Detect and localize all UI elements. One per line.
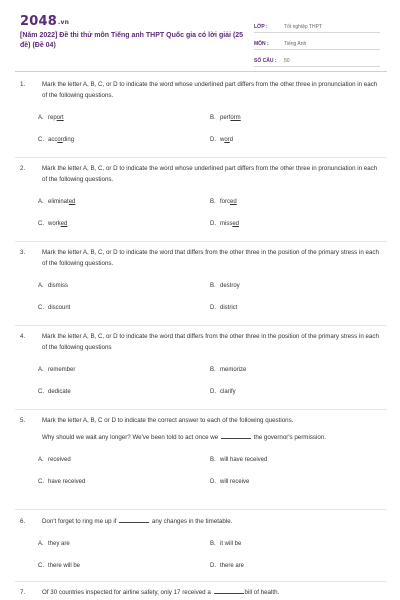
option-letter: D.	[210, 221, 216, 227]
meta-value: Tốt nghiệp THPT	[284, 24, 322, 30]
option-text: will receive	[220, 479, 250, 485]
option-letter: C.	[38, 305, 44, 311]
option-a[interactable]	[38, 539, 70, 550]
answer-options	[20, 357, 380, 401]
meta-value: Tiếng Anh	[284, 41, 307, 47]
option-a[interactable]	[38, 281, 68, 292]
question-1	[20, 79, 380, 149]
option-text: it will be	[220, 541, 242, 547]
option-d[interactable]	[210, 477, 249, 488]
option-c[interactable]	[38, 387, 71, 398]
option-c[interactable]	[38, 303, 70, 314]
meta-class	[254, 16, 380, 33]
option-text: work	[48, 221, 61, 227]
option-letter: A.	[38, 199, 44, 205]
question-number: 5.	[20, 417, 26, 424]
option-letter: C.	[38, 563, 44, 569]
option-b[interactable]	[210, 365, 246, 376]
question-divider	[15, 325, 387, 326]
document-header	[0, 0, 400, 72]
question-stem: Mark the letter A, B, C, or D to indicate the word that differs from the other three in the position of the primary stress in each of the following questions	[42, 333, 379, 351]
sentence-end: any changes in the timetable.	[151, 518, 233, 525]
question-2	[20, 163, 380, 233]
option-c[interactable]	[38, 219, 67, 230]
question-stem: Mark the letter A, B, C, or D to indicate the word whose underlined part differs from the other three in pronunciation in each of the following questions.	[42, 165, 378, 183]
underlined-part: ed	[230, 199, 237, 205]
logo-suffix: .vn	[57, 19, 70, 26]
option-text: received	[48, 457, 71, 463]
question-number: 6.	[20, 518, 26, 525]
option-letter: D.	[210, 479, 216, 485]
option-letter: C.	[38, 137, 44, 143]
question-stem: Mark the letter A, B, C or D to indicate the correct answer to each of the following questions.	[42, 417, 294, 424]
option-text: district	[220, 305, 238, 311]
meta-key: MÔN :	[254, 41, 269, 47]
option-letter: A.	[38, 115, 44, 121]
logo-text: 2048	[20, 14, 57, 29]
option-letter: A.	[38, 283, 44, 289]
underlined-part: or	[57, 137, 63, 143]
question-number: 3.	[20, 249, 26, 256]
question-number: 7.	[20, 589, 26, 596]
question-sentence	[42, 432, 380, 443]
question-4	[20, 331, 380, 401]
option-d[interactable]	[210, 135, 233, 146]
option-d[interactable]	[210, 561, 244, 572]
answer-options	[20, 447, 380, 491]
option-letter: A.	[38, 367, 44, 373]
option-letter: A.	[38, 541, 44, 547]
option-text: dedicate	[48, 389, 71, 395]
option-b[interactable]	[210, 113, 241, 124]
option-letter: B.	[210, 457, 216, 463]
sentence-end: bill of health.	[244, 589, 280, 596]
option-text: memorize	[220, 367, 247, 373]
option-text: clarify	[220, 389, 236, 395]
option-c[interactable]	[38, 561, 80, 572]
option-c[interactable]	[38, 135, 74, 146]
sentence-end: the governor's permission.	[253, 434, 326, 441]
header-separator	[15, 71, 387, 72]
document-title: [Năm 2022] Đề thi thử môn Tiếng anh THPT Quốc gia có lời giải (25 đề) (Đề 04)	[20, 32, 244, 49]
underlined-part: or	[224, 137, 230, 143]
option-text: have received	[48, 479, 86, 485]
site-logo[interactable]	[20, 14, 69, 29]
option-letter: D.	[210, 389, 216, 395]
question-divider	[15, 157, 387, 158]
option-letter: C.	[38, 221, 44, 227]
meta-key: LỚP :	[254, 24, 268, 30]
option-text: forc	[220, 199, 231, 205]
underlined-part: ed	[68, 199, 76, 205]
sentence-start: Why should we wait any longer? We've been told to act once we	[42, 434, 219, 441]
underlined-part: orm	[230, 115, 241, 121]
question-3	[20, 247, 380, 317]
option-letter: B.	[210, 367, 216, 373]
option-text: they are	[48, 541, 70, 547]
answer-options	[20, 189, 380, 233]
question-divider	[15, 509, 387, 510]
option-letter: B.	[210, 115, 216, 121]
option-text: remember	[48, 367, 76, 373]
question-stem: Mark the letter A, B, C, or D to indicate the word whose underlined part differs from the other three in pronunciation in each of the following questions.	[42, 81, 378, 99]
option-text: will have received	[220, 457, 268, 463]
document-meta	[254, 16, 380, 67]
option-letter: B.	[210, 541, 216, 547]
option-d[interactable]	[210, 387, 236, 398]
option-a[interactable]	[38, 365, 75, 376]
answer-options	[20, 105, 380, 149]
meta-key: SỐ CÂU :	[254, 58, 277, 64]
option-b[interactable]	[210, 539, 241, 550]
option-text: d	[229, 137, 234, 143]
option-letter: A.	[38, 457, 44, 463]
option-b[interactable]	[210, 281, 240, 292]
option-text: dismiss	[48, 283, 69, 289]
answer-blank	[119, 516, 149, 523]
question-divider	[15, 581, 387, 582]
option-letter: B.	[210, 199, 216, 205]
option-text: miss	[220, 221, 233, 227]
option-text: eliminat	[48, 199, 69, 205]
question-divider	[15, 241, 387, 242]
question-number: 4.	[20, 333, 26, 340]
meta-count	[254, 50, 380, 67]
answer-blank	[221, 432, 251, 439]
meta-subject	[254, 33, 380, 50]
option-text: perf	[220, 115, 231, 121]
option-letter: D.	[210, 305, 216, 311]
option-text: acc	[48, 137, 58, 143]
question-6	[20, 516, 380, 575]
option-text: destroy	[220, 283, 240, 289]
answer-blank	[214, 587, 244, 594]
underlined-part: ed	[232, 221, 240, 227]
sentence-start: Don't forget to ring me up if	[42, 518, 117, 525]
option-d[interactable]	[210, 303, 237, 314]
option-text: w	[220, 137, 225, 143]
question-stem	[42, 516, 380, 527]
option-text: there will be	[48, 563, 81, 569]
option-text: ding	[62, 137, 75, 143]
option-letter: C.	[38, 389, 44, 395]
option-text: there are	[220, 563, 245, 569]
option-b[interactable]	[210, 455, 267, 466]
option-letter: D.	[210, 563, 216, 569]
question-stem	[42, 587, 380, 598]
question-7	[20, 587, 380, 598]
option-letter: B.	[210, 283, 216, 289]
option-letter: C.	[38, 479, 44, 485]
underlined-part: ed	[60, 221, 68, 227]
option-text: discount	[48, 305, 71, 311]
question-stem: Mark the letter A, B, C, or D to indicate the word that differs from the other three in the position of the primary stress in each of the following questions.	[42, 249, 379, 267]
question-number: 1.	[20, 81, 26, 88]
option-letter: D.	[210, 137, 216, 143]
answer-options	[20, 531, 380, 575]
question-5	[20, 415, 380, 491]
option-a[interactable]	[38, 113, 64, 124]
option-c[interactable]	[38, 477, 85, 488]
question-number: 2.	[20, 165, 26, 172]
option-a[interactable]	[38, 197, 75, 208]
option-text: rep	[48, 115, 57, 121]
underlined-part: ort	[56, 115, 64, 121]
option-a[interactable]	[38, 455, 71, 466]
option-b[interactable]	[210, 197, 237, 208]
option-d[interactable]	[210, 219, 239, 230]
answer-options	[20, 273, 380, 317]
sentence-start: Of 30 countries inspected for airline safety, only 17 received a	[42, 589, 211, 596]
meta-value: 50	[284, 58, 290, 64]
question-divider	[15, 409, 387, 410]
